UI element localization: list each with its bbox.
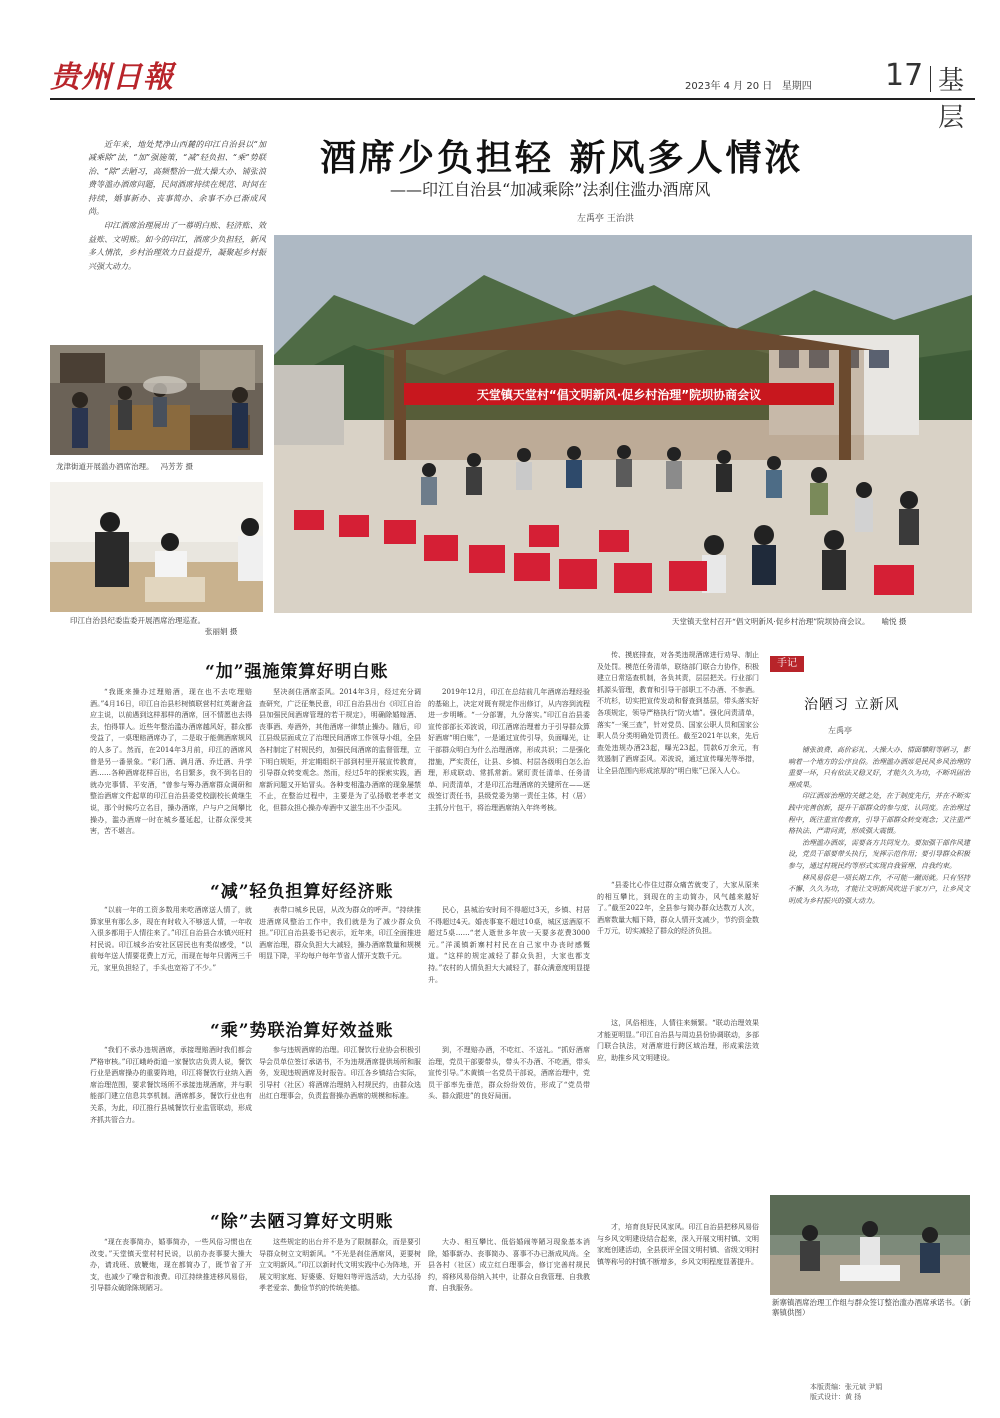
article-column: 2019年12月，印江在总结前几年酒席治理经验的基础上，决定对既有规定作出修订，从内容到流程进一步明晰。“一分部署，九分落实。”印江自治县委宣传部部长邓波说，印江酒席治理着力于引导群众算好酒席“明白账”，一是通过宣传引导，负面曝光，让干部群众明白为什么治理酒席，形成共识；二是强化措施，严实责任，让县、乡镇、村层各级明白怎么治理，形成联动、常抓常新。紧盯责任清单、任务清单、问责清单，才是印江治理酒席的关键所在——逐级签订责任书，县级党委为第一责任主体，村（居）主抓分片包干，将治理酒席纳入年终考核。: [428, 688, 590, 812]
subheadline: ——印江自治县“加减乘除”法刹住滥办酒席风: [390, 180, 711, 199]
article-column: 这，风俗相连，人情往来频繁。“联动治理效果才能更明显。”印江自治县与周边县份协调联动，多部门联合执法，对酒席进行跨区域治理，形成乘法效应，助推乡风文明建设。: [597, 1019, 759, 1062]
article-column: “以前一年的工资多数用来吃酒席送人情了，就算家里有那么多，现在有时收入不够送人情，一年收入很多都用于人情往来了。”印江自治县合水镇兴旺村村民说。印江城乡治安社区居民也有类似感受，“以前每年送人情要花费上万元，而现在每年只需两三千元，家里负担轻了，手头也宽裕了不少。”: [90, 906, 252, 972]
commentary-paragraph: 治理滥办酒席，需要各方共同发力。要加强干部作风建设，党员干部要带头执行，发挥示范作用；要引导群众积极参与，通过村规民约等形式实现自我管理、自我约束。: [788, 838, 970, 870]
commentary-tag: 手记: [770, 656, 804, 672]
photo-signing-pledge: [770, 1195, 970, 1295]
page-number: 17: [885, 58, 924, 93]
section-title-add: “加”强施策算好明白账: [205, 662, 389, 682]
photo-inspection-meeting: [50, 482, 263, 612]
photo-caption-inspection: 印江自治县纪委监委开展酒席治理巡查。 张丽娟 摄: [70, 616, 238, 636]
photo-caption-main: 天堂镇天堂村召开“倡文明新风·促乡村治理”院坝协商会议。 喻悦 摄: [672, 617, 907, 626]
article-column: “县委比心作住过群众痛苦就变了，大家从原来的相互攀比，到现在的主动简办，风气越来越好了。”截至2022年，全县参与简办群众达数万人次，酒席数量大幅下降，群众人情开支减少，节约资金数千万元，切实减轻了群众的经济负担。: [597, 881, 759, 936]
layout-credit: 版式设计：黄 扬: [810, 1393, 862, 1401]
section-title-multiply: “乘”势联治算好效益账: [210, 1021, 394, 1041]
commentary-paragraph: 铺张浪费、高价彩礼、大操大办、情面攀附等陋习，影响着一个地方的公序良俗。治理滥办酒席是民风乡风治理的重要一环，只有依法又稳又好，才能久久为功，不断巩固治理成果。: [788, 746, 970, 789]
article-column: 到，不理赔办酒，不吃红、不送礼。“抓好酒席治理，党员干部要带头，带头不办酒、不吃酒，带头宣传引导。”木黄镇一名党员干部说，酒席治理中，党员干部率先垂范，群众纷纷效仿，形成了“党员带头、群众跟进”的良好局面。: [428, 1046, 590, 1101]
section-title-remove: “除”去陋习算好文明账: [210, 1212, 394, 1232]
commentary-author: 左禹亭: [828, 726, 852, 735]
commentary-paragraph: 移风易俗是一项长期工作，不可能一蹴而就。只有坚持不懈、久久为功，才能让文明新风吹进千家万户，让乡风文明成为乡村振兴的强大动力。: [788, 873, 970, 905]
article-column: 才，培育良好民风家风。印江自治县把移风易俗与乡风文明建设结合起来，深入开展文明村镇、文明家庭创建活动，全县获评全国文明村镇、省级文明村镇等称号的村镇不断增多，乡风文明程度显著提升。: [597, 1223, 759, 1266]
commentary-paragraph: 印江酒席治理的关键之处，在于制度先行，并在不断实践中完善创新，提升干部群众的参与度、认同度。在治理过程中，既注重宣传教育，引导干部群众转变观念；又注重严格执法、严肃问责，形成强大震慑。: [788, 792, 970, 836]
article-column: “现在丧事简办，婚事简办，一些风俗习惯也在改变。”天堂镇天堂村村民说，以前办丧事要大操大办，请戏班、放鞭炮，现在都简办了，既节省了开支，也减少了噪音和浪费。印江持续推进移风易俗，引导群众破除陈规陋习。: [90, 1238, 252, 1293]
page-separator: [930, 66, 931, 92]
photo-main-meeting: [274, 235, 972, 613]
article-column: 民心，县城治安时间不得超过3天，乡镇、村居不得超过4天。婚丧事宴不超过10桌，城区送酒原不超过5桌……“老人逝世多年放一天要多花费3000元。”洋溪镇新寨村村民在自己家中办丧时感慨道。“这样的规定减轻了群众负担，大家也都支持。”农村的人情负担大大减轻了，群众满意度明显提升。: [428, 906, 590, 984]
article-column: 这些规定的出台并不是为了限制群众，而是要引导群众树立文明新风。“不光是刹住酒席风，更要树立文明新风。”印江以新时代文明实践中心为阵地，开展文明家庭、好婆婆、好媳妇等评选活动，大力弘扬孝老爱亲、勤俭节约的传统美德。: [259, 1238, 421, 1293]
weekday: 星期四: [781, 81, 812, 92]
photo-caption-street: 龙津街道开展滥办酒席治理。 冯芳芳 摄: [56, 462, 194, 471]
article-column: 大办、相互攀比、低俗婚闹等陋习现象基本消除，婚事新办、丧事简办、喜事不办已渐成风尚。全县各村（社区）成立红白理事会，修订完善村规民约，将移风易俗纳入其中，让群众自我管理、自我教育、自我服务。: [428, 1238, 590, 1293]
intro-text: [88, 138, 266, 274]
dateline: [685, 77, 812, 92]
photo-main-meeting-image: [274, 235, 972, 613]
section-title-reduce: “减”轻负担算好经济账: [210, 882, 394, 902]
photo-inspection-meeting-image: [50, 482, 263, 612]
photo-street-inspection: [50, 345, 263, 455]
newspaper-logo: 贵州日報: [50, 60, 174, 95]
article-column: 参与违规酒席的治理。印江餐饮行业协会积极引导会员单位签订承诺书，不为违规酒席提供场所和服务，发现违规酒席及时报告。印江各乡镇结合实际，引导村（社区）将酒席治理纳入村规民约，由群众选出红白理事会，负责监督操办酒席的规模和标准。: [259, 1046, 421, 1101]
article-column: 传、摸底排查，对各类违规酒席进行劝导、制止及处罚。模范任务清单，联络部门联合力协作，积极建立日常巡查机制，各负其责，层层把关。行业部门抓源头管理，教育和引导干部职工不办酒、不参酒。不坑杉，切实把宣传发动和督查到基层，带头落实好各项规定，领导严格执行“防火墙”。强化问责清单，落实“一案三查”，针对党员、国家公职人员和国家公职人员分类明确处罚责任。截至2021年以来，先后查处违规办酒23起，曝光23起，罚款6万余元，有效遏制了酒席歪风。邓波说，通过宣传曝光等举措，让全县范围内形成浓厚的“明白账”已深入人心。: [597, 651, 759, 775]
page-section-name: 基层: [938, 66, 965, 133]
commentary-body: [788, 745, 970, 907]
intro-paragraph: 印江酒席治理展出了一幕明白账、轻济账、效益账、文明账。如今的印江，酒席少负担轻，新风多人情浓，乡村治理效力日益提升，凝聚起乡村振兴强大动力。: [88, 221, 266, 271]
article-column: 表带口城乡民居，从改为群众的呼声。“持续推进酒席风整治工作中，我们就是为了减少群众负担。”印江自治县委书记表示，近年来，印江全面推进酒席治理，群众负担大大减轻，操办酒席数量和规模明显下降，平均每户每年节省人情开支数千元。: [259, 906, 421, 961]
article-column: 坚决刹住酒席歪风。2014年3月，经过充分调查研究，广泛征集民意，印江自治县出台《印江自治县加强民间酒席管理的若干规定》，明确除婚嫁酒、丧事酒、寿酒外，其他酒席一律禁止操办。随后，印江县级层面成立了治理民间酒席工作领导小组，全县各村制定了村规民约，加强民间酒席的监督管理，立下明白规矩，并定期组织干部到村里开展宣传教育，引导群众转变观念。然而，经过5年的探索实践，酒席新问题又开始冒头。各种变相滥办酒席的现象屡禁不止，在整治过程中，主要是为了弘扬敬老孝老文化，但群众担心操办寿酒中又滋生出不少歪风。: [259, 688, 421, 812]
headline: 酒席少负担轻 新风多人情浓: [320, 137, 804, 179]
photo-caption-pledge: 新寨镇酒席治理工作组与群众签订整治滥办酒席承诺书。（新寨镇供图）: [772, 1298, 971, 1317]
photo-signing-pledge-image: [770, 1195, 970, 1295]
date: 2023年 4 月 20 日: [685, 81, 773, 92]
page-credits: [810, 1382, 882, 1402]
editor-credit: 本版责编：张元斌 尹娟: [810, 1383, 883, 1391]
meeting-banner-text: 天堂镇天堂村“倡文明新风·促乡村治理”院坝协商会议: [476, 388, 762, 402]
commentary-title: 治陋习 立新风: [804, 697, 900, 713]
masthead: [50, 52, 975, 133]
intro-paragraph: 近年来，地处梵净山西麓的印江自治县以“加减乘除”法，“加”强施策，“减”轻负担、“乘”势联治、“除”去陋习，高频整治一批大操大办、铺张浪费等滥办酒席问题，民间酒席持续在规范、时间在持续，婚事新办、丧事简办、余事不办已渐成风尚。: [88, 140, 266, 217]
byline: 左禹亭 王治洪: [577, 214, 634, 224]
article-column: “我既来操办过理赔酒，现在也不去吃理赔酒。”4月16日，印江自治县杉树镇联营村红英谢舍益应主说，以前遇到这样那样的酒席，回不情愿也去得去，怕得罪人。近些年整治滥办酒席越风好，群众都受益了，一桌理赔酒席办了，二是取于能侧酒席规风的人多了。然而，在2014年3月前，印江的酒席风曾是另一番景象。“彩门酒、满月酒、乔迁酒、升学酒……各种酒席花样百出，名目繁多，我不到名目的就办完事情、平安酒，“曾参与筹办酒席群众调研和整治酒席文件起草的印江自治县委党校副校长黄继生说，那个时候巧立名目，操办酒席，户与户之间攀比操办，滥办酒席一时在城乡蔓延起，让群众深受其害，苦不堪言。: [90, 688, 252, 836]
photo-street-inspection-image: [50, 345, 263, 455]
article-column: “我们不承办违规酒席，承接理赔酒时我们都会严格审核。”印江峨岭街道一家餐饮店负责人说，餐饮行业是酒席操办的重要阵地，印江将餐饮行业纳入酒席治理范围，要求餐饮场所不承接违规酒席，并与职能部门建立信息共享机制。酒席都多，餐饮行业也有关系，为此，印江推行县城餐饮行业监管联动，形成齐抓共管合力。: [90, 1046, 252, 1124]
